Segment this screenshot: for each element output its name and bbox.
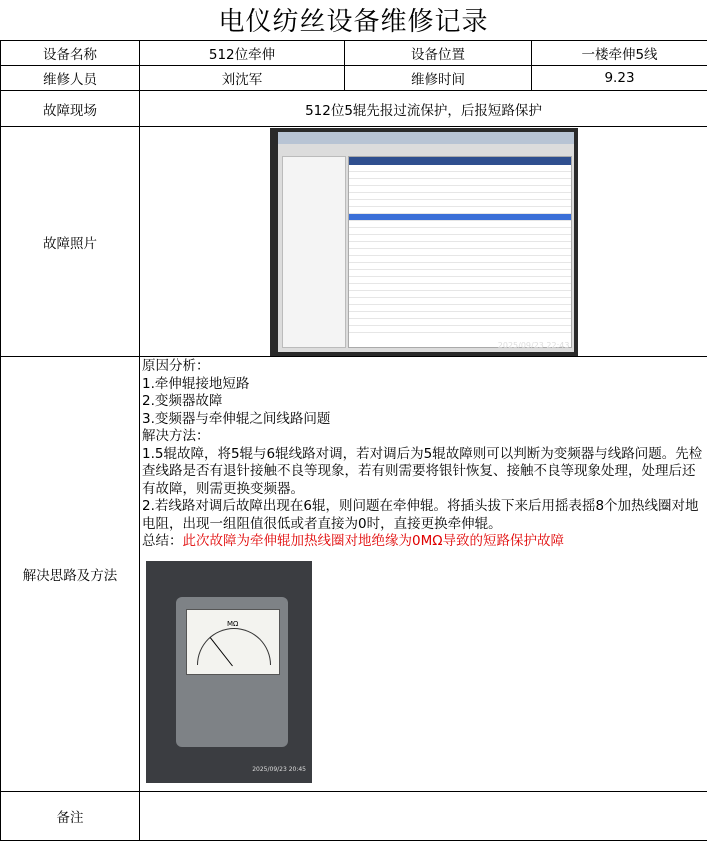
maintainer-value: 刘沈军: [140, 66, 345, 91]
method-item: 1.5辊故障，将5辊与6辊线路对调，若对调后为5辊故障则可以判断为变频器与线路问题。先检查线路是否有退针接触不良等现象，若有则需要将银针恢复、接触不良等现象处理，处理后还有故障，则需更换变频器。: [142, 445, 703, 497]
maintainer-label: 维修人员: [1, 66, 140, 91]
meter-face: [186, 609, 280, 675]
hmi-screen-image: [278, 132, 574, 352]
cause-heading: 原因分析：: [142, 358, 210, 374]
cause-item: 1.牵伸辊接地短路: [142, 375, 250, 392]
table-row: [1, 66, 707, 91]
method-heading: 解决方法：: [142, 428, 210, 444]
table-row: [1, 41, 707, 66]
maintain-time-value: 9.23: [532, 66, 707, 91]
table-row: [1, 357, 707, 792]
photo-timestamp: 2025/09/23 22:43: [497, 340, 570, 350]
notes-label: 备注: [1, 792, 140, 841]
megohmmeter-photo: [146, 561, 312, 783]
meter-unit-label: MΩ: [227, 619, 239, 628]
cause-item: 3.变频器与牵伸辊之间线路问题: [142, 410, 331, 427]
fault-photo: [270, 128, 578, 356]
photo-timestamp: 2025/09/23 20:45: [252, 766, 306, 773]
equipment-name-label: 设备名称: [1, 41, 140, 66]
table-row: [1, 127, 707, 357]
summary-text: 此次故障为牵伸辊加热线圈对地绝缘为0MΩ导致的短路保护故障: [182, 533, 565, 549]
equipment-name-value: 512位牵伸: [140, 41, 345, 66]
fault-photo-cell: [140, 127, 707, 357]
method-item: 2.若线路对调后故障出现在6辊，则问题在牵伸辊。将插头拔下来后用摇表摇8个加热线圈对地电阻，出现一组阻值很低或者直接为0时，直接更换牵伸辊。: [142, 498, 699, 532]
solution-cell: [140, 357, 707, 792]
summary: [142, 533, 705, 551]
solution-text: [140, 357, 707, 783]
table-row: [1, 792, 707, 841]
solution-label: 解决思路及方法: [1, 357, 140, 792]
fault-scene-label: 故障现场: [1, 91, 140, 127]
equipment-location-value: 一楼牵伸5线: [532, 41, 707, 66]
record-table: [0, 40, 707, 841]
table-row: [1, 91, 707, 127]
summary-label: 总结：: [142, 533, 183, 549]
fault-photo-label: 故障照片: [1, 127, 140, 357]
fault-scene-value: 512位5辊先报过流保护，后报短路保护: [140, 91, 707, 127]
page-title: 电仪纺丝设备维修记录: [218, 7, 489, 37]
cause-item: 2.变频器故障: [142, 393, 223, 409]
notes-value: [140, 792, 707, 841]
maintain-time-label: 维修时间: [345, 66, 532, 91]
equipment-location-label: 设备位置: [345, 41, 532, 66]
